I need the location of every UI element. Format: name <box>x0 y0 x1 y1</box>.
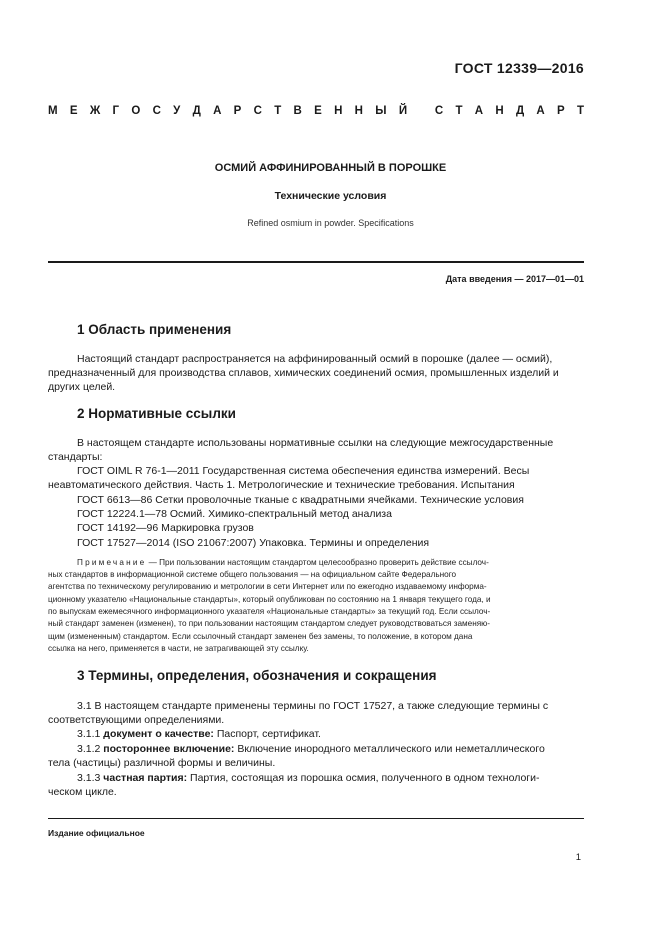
reference-entry: ГОСТ 14192—96 Маркировка грузов <box>77 522 254 534</box>
term-name: частная партия: <box>103 772 188 784</box>
note-line: агентства по техническому регулированию и метрологии в сети Интернет или по ежегодно издаваемому информа- <box>48 582 487 591</box>
banner-letter: Р <box>233 105 242 117</box>
banner-letter: О <box>131 105 141 117</box>
banner-letter: Н <box>495 105 504 117</box>
title-divider <box>48 261 584 263</box>
banner-letter: Е <box>69 105 78 117</box>
banner-letter: Р <box>557 105 565 117</box>
clause-3-1-continued: соответствующими определениями. <box>48 714 225 726</box>
banner-letter: М <box>48 105 58 117</box>
page-number: 1 <box>575 852 581 863</box>
term-name: документ о качестве: <box>103 728 214 740</box>
section-2-intro-line: стандарты: <box>48 451 103 463</box>
banner-letter: Ж <box>89 105 101 117</box>
term-3-1-2 <box>77 742 584 756</box>
banner-letter: Т <box>576 105 584 117</box>
term-name: постороннее включение: <box>103 743 235 755</box>
term-3-1-1 <box>77 727 584 741</box>
reference-entry: ГОСТ OIML R 76-1—2011 Государственная система обеспечения единства измерений. Весы <box>77 465 530 477</box>
reference-entry: ГОСТ 17527—2014 (ISO 21067:2007) Упаковка. Термины и определения <box>77 537 430 549</box>
section-1-line: других целей. <box>48 381 116 393</box>
note-line: щим (измененным) стандартом. Если ссылочный стандарт заменен без замены, то положение, в котором дана <box>48 632 473 641</box>
term-definition-continued: ческом цикле. <box>48 786 117 798</box>
term-number: 3.1.3 <box>77 772 101 784</box>
reference-note <box>77 557 584 569</box>
banner-letter: А <box>213 105 222 117</box>
banner-letter: Т <box>274 105 282 117</box>
footer-divider <box>48 818 584 819</box>
edition-label: Издание официальное <box>48 828 145 838</box>
banner-letter: В <box>293 105 302 117</box>
note-line: ционному указателю «Национальные стандарты», который опубликован по состоянию на 1 января текущего года, и <box>48 595 491 604</box>
section-1-line: Настоящий стандарт распространяется на аффинированный осмий в порошке (далее — осмий), <box>77 353 553 365</box>
document-code: ГОСТ 12339—2016 <box>454 60 584 76</box>
reference-entry-continued: неавтоматического действия. Часть 1. Метрологические и технические требования. Испытания <box>48 479 515 491</box>
banner-letter: Ы <box>375 105 387 117</box>
note-line: ных стандартов в информационной системе общего пользования — на официальном сайте Федерального <box>48 570 457 579</box>
term-number: 3.1.2 <box>77 743 101 755</box>
banner-letter: Г <box>112 105 120 117</box>
banner-letter: Н <box>354 105 363 117</box>
banner-letter: Е <box>314 105 322 117</box>
banner-letter: А <box>474 105 484 117</box>
banner-letter: А <box>536 105 545 117</box>
section-2-intro-line: В настоящем стандарте использованы нормативные ссылки на следующие межгосударственные <box>77 437 554 449</box>
reference-entry: ГОСТ 6613—86 Сетки проволочные тканые с квадратными ячейками. Технические условия <box>77 494 524 506</box>
term-3-1-3 <box>77 771 584 785</box>
term-definition: Включение инородного металлического или неметаллического <box>237 743 545 755</box>
banner-letter: Т <box>455 105 463 117</box>
reference-entry: ГОСТ 12224.1—78 Осмий. Химико-спектральный метод анализа <box>77 508 392 520</box>
section-1-line: предназначенный для производства сплавов, химических соединений осмия, промышленных изделий и <box>48 367 559 379</box>
note-line: — При пользовании настоящим стандартом целесообразно проверить действие ссылоч- <box>148 558 489 567</box>
english-title: Refined osmium in powder. Specifications <box>247 218 414 228</box>
note-label: Примечание <box>77 558 147 567</box>
banner-letter: С <box>152 105 161 117</box>
term-number: 3.1.1 <box>77 728 101 740</box>
banner-letter: Д <box>515 105 525 117</box>
term-definition: Паспорт, сертификат. <box>216 728 321 740</box>
banner-letter: Н <box>334 105 343 117</box>
term-definition: Партия, состоящая из порошка осмия, полученного в одном технологи- <box>190 772 540 784</box>
document-subtitle: Технические условия <box>274 190 387 202</box>
standard-type-banner <box>48 103 584 119</box>
section-3-heading: 3 Термины, определения, обозначения и сокращения <box>77 668 437 683</box>
note-line: ный стандарт заменен (изменен), то при пользовании настоящим стандартом следует руководствоваться заменяю- <box>48 619 491 628</box>
banner-letter: У <box>173 105 181 117</box>
banner-letter: С <box>253 105 262 117</box>
banner-letter: Д <box>192 105 201 117</box>
banner-letter: Й <box>398 105 408 117</box>
banner-gap <box>419 105 422 117</box>
term-definition-continued: тела (частицы) различной формы и величины. <box>48 757 276 769</box>
section-2-heading: 2 Нормативные ссылки <box>77 406 236 421</box>
document-title: ОСМИЙ АФФИНИРОВАННЫЙ В ПОРОШКЕ <box>214 162 447 174</box>
introduction-date: Дата введения — 2017—01—01 <box>445 274 584 284</box>
banner-letter: С <box>434 105 444 117</box>
section-1-heading: 1 Область применения <box>77 322 232 337</box>
clause-3-1: 3.1 В настоящем стандарте применены термины по ГОСТ 17527, а также следующие термины с <box>77 700 549 712</box>
note-line: по выпускам ежемесячного информационного указателя «Национальные стандарты» за текущий год. Если ссылоч- <box>48 607 491 616</box>
note-line: ссылка на него, применяется в части, не затрагивающей эту ссылку. <box>48 644 309 653</box>
